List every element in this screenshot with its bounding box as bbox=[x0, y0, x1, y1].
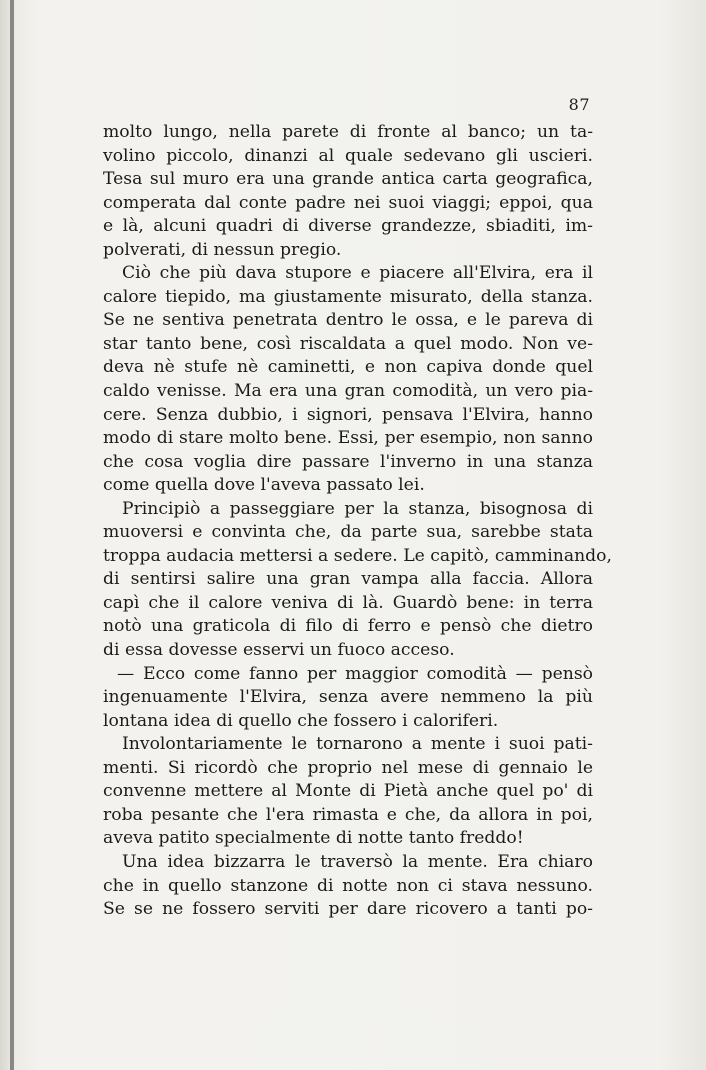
text-line: troppa audacia mettersi a sedere. Le capitò, camminando, bbox=[103, 545, 612, 566]
text-line: molto lungo, nella parete di fronte al banco; un ta- bbox=[103, 122, 593, 142]
text-line: di sentirsi salire una gran vampa alla faccia. Allora bbox=[103, 569, 593, 590]
text-line: capì che il calore veniva di là. Guardò bene: in terra bbox=[103, 592, 593, 613]
text-line: che cosa voglia dire passare l'inverno in una stanza bbox=[103, 451, 593, 472]
paragraph-start-line: Una idea bizzarra le traversò la mente. Era chiaro bbox=[122, 851, 593, 872]
text-line: roba pesante che l'era rimasta e che, da allora in poi, bbox=[103, 804, 593, 825]
text-line: che in quello stanzone di notte non ci stava nessuno. bbox=[103, 875, 593, 896]
text-line: lontana idea di quello che fossero i caloriferi. bbox=[103, 710, 499, 731]
text-line: aveva patito specialmente di notte tanto freddo! bbox=[103, 828, 524, 849]
page-number: 87 bbox=[568, 95, 590, 114]
text-line: Se ne sentiva penetrata dentro le ossa, e le pareva di bbox=[103, 310, 593, 331]
text-line: comperata dal conte padre nei suoi viaggi; eppoi, qua bbox=[103, 192, 593, 213]
text-line: modo di stare molto bene. Essi, per esempio, non sanno bbox=[103, 428, 593, 449]
book-spine-shadow bbox=[10, 0, 14, 1070]
paragraph-start-line: — Ecco come fanno per maggior comodità — pensò bbox=[117, 663, 593, 684]
text-line: di essa dovesse esservi un fuoco acceso. bbox=[103, 640, 455, 661]
text-line: e là, alcuni quadri di diverse grandezze, sbiaditi, im- bbox=[103, 216, 593, 237]
text-line: ingenuamente l'Elvira, senza avere nemmeno la più bbox=[103, 687, 593, 708]
paragraph-start-line: Principiò a passeggiare per la stanza, bisognosa di bbox=[122, 498, 593, 519]
text-line: notò una graticola di filo di ferro e pensò che dietro bbox=[103, 616, 593, 637]
paragraph-start-line: Involontariamente le tornarono a mente i suoi pati- bbox=[122, 734, 593, 755]
text-line: caldo venisse. Ma era una gran comodità, un vero pia- bbox=[103, 381, 593, 402]
text-line: star tanto bene, così riscaldata a quel modo. Non ve- bbox=[103, 333, 593, 354]
text-line: Se se ne fossero serviti per dare ricovero a tanti po- bbox=[103, 899, 593, 920]
text-line: menti. Si ricordò che proprio nel mese di gennaio le bbox=[103, 757, 593, 778]
text-line: muoversi e convinta che, da parte sua, sarebbe stata bbox=[103, 522, 593, 543]
text-line: polverati, di nessun pregio. bbox=[103, 239, 342, 260]
text-line: cere. Senza dubbio, i signori, pensava l'Elvira, hanno bbox=[103, 404, 593, 425]
text-line: Tesa sul muro era una grande antica carta geografica, bbox=[103, 169, 593, 190]
text-line: deva nè stufe nè caminetti, e non capiva donde quel bbox=[103, 357, 593, 378]
text-line: convenne mettere al Monte di Pietà anche quel po' di bbox=[103, 781, 593, 802]
text-line: calore tiepido, ma giustamente misurato, della stanza. bbox=[103, 286, 593, 307]
text-line: come quella dove l'aveva passato lei. bbox=[103, 475, 425, 496]
body-text bbox=[103, 121, 612, 922]
paragraph-start-line: Ciò che più dava stupore e piacere all'Elvira, era il bbox=[122, 263, 593, 284]
text-line: volino piccolo, dinanzi al quale sedevano gli uscieri. bbox=[103, 145, 593, 166]
